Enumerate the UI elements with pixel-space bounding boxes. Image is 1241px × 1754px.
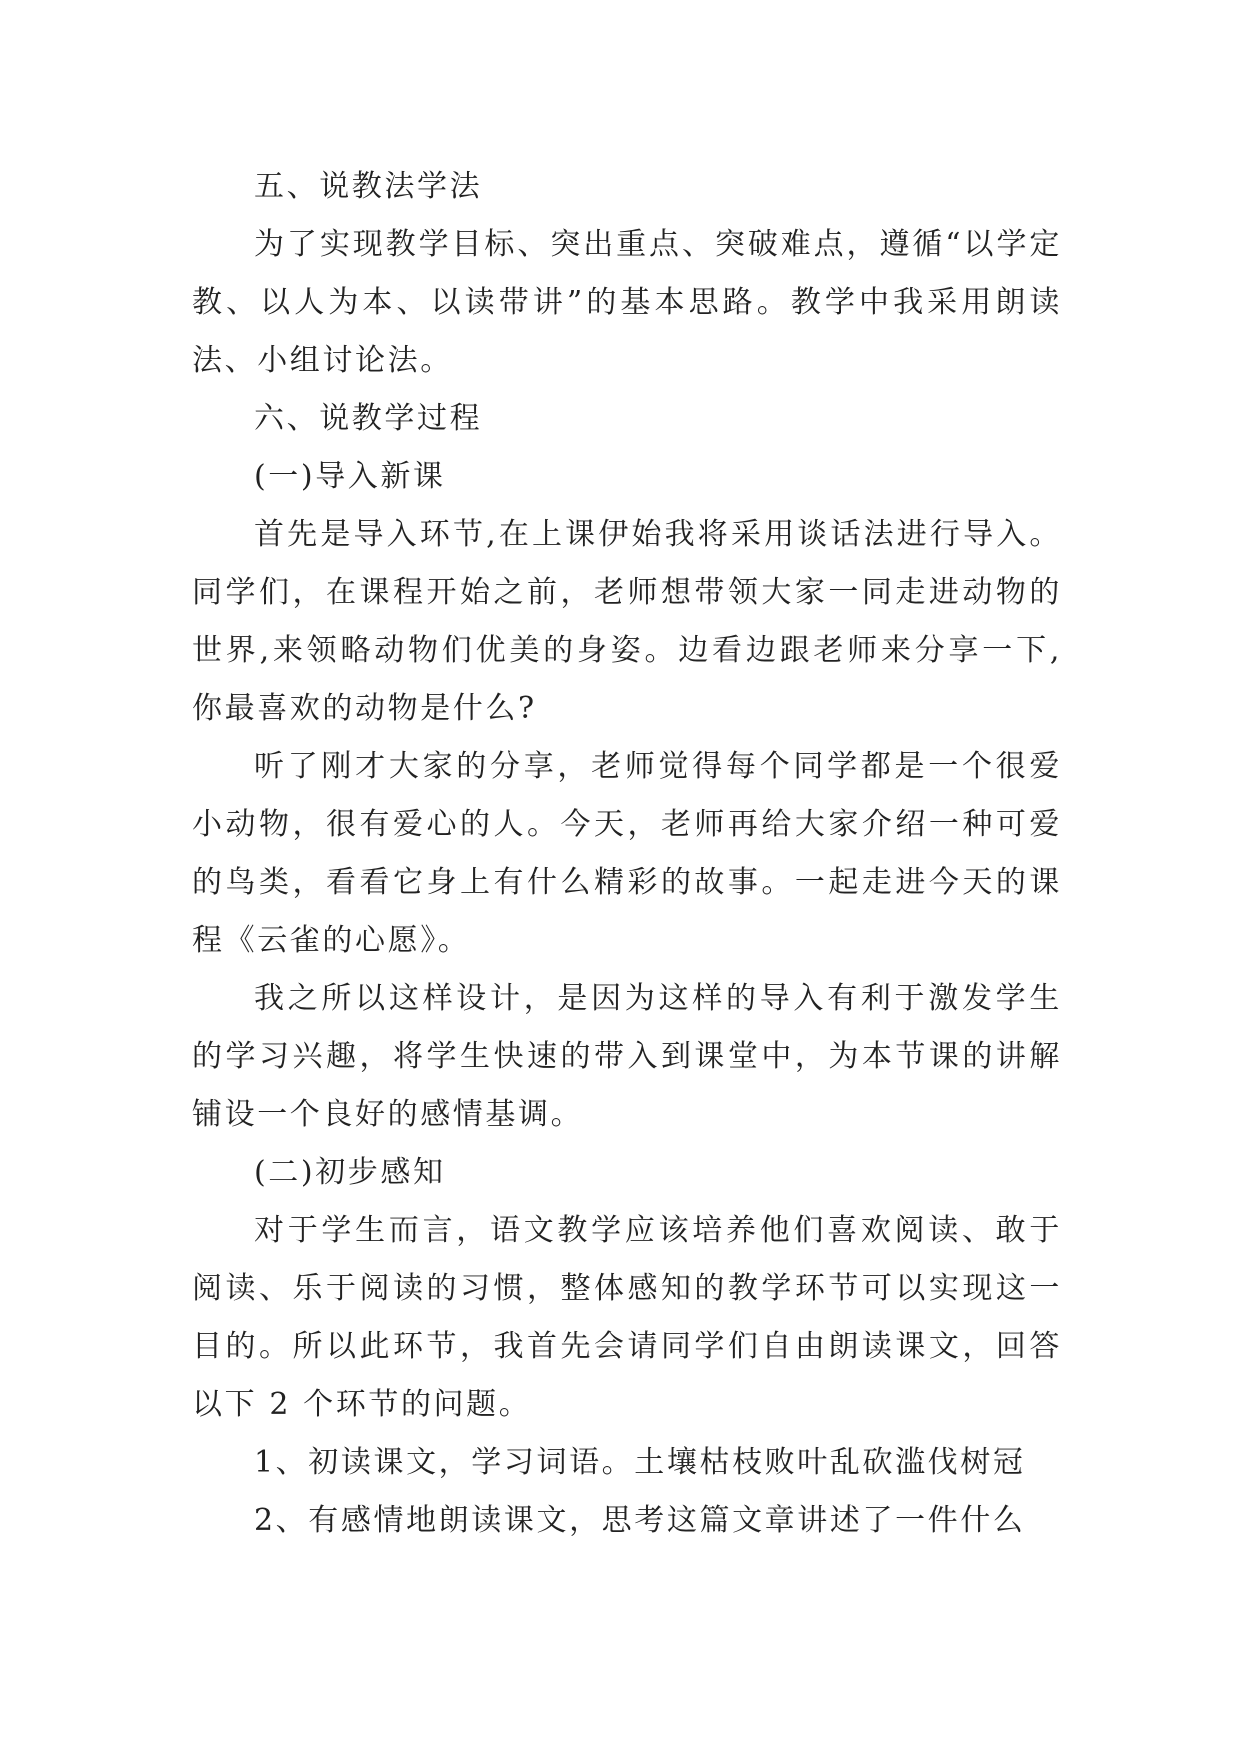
section-heading-teaching-methods: 五、说教法学法 — [254, 169, 483, 204]
section-heading-teaching-process: 六、说教学过程 — [254, 401, 483, 436]
subheading-initial-perception: (二)初步感知 — [254, 1155, 446, 1190]
paragraph-design-rationale: 我之所以这样设计，是因为这样的导入有利于激发学生的学习兴趣，将学生快速的带入到课堂中，为本节课的讲解铺设一个良好的感情基调。 — [192, 981, 1062, 1132]
paragraph-sharing: 听了刚才大家的分享，老师觉得每个同学都是一个很爱小动物，很有爱心的人。今天，老师再给大家介绍一种可爱的鸟类，看看它身上有什么精彩的故事。一起走进今天的课程《云雀的心愿》。 — [192, 749, 1062, 958]
subheading-introduction: (一)导入新课 — [254, 459, 446, 494]
paragraph-introduction: 首先是导入环节,在上课伊始我将采用谈话法进行导入。同学们，在课程开始之前，老师想带领大家一同走进动物的世界,来领略动物们优美的身姿。边看边跟老师来分享一下,你最喜欢的动物是什么? — [192, 517, 1062, 726]
document-body — [192, 158, 1062, 1550]
list-item-reading-aloud: 2、有感情地朗读课文，思考这篇文章讲述了一件什么 — [254, 1503, 1026, 1538]
list-item-vocabulary: 1、初读课文，学习词语。土壤枯枝败叶乱砍滥伐树冠 — [254, 1445, 1026, 1480]
paragraph-teaching-methods: 为了实现教学目标、突出重点、突破难点，遵循“以学定教、以人为本、以读带讲”的基本思路。教学中我采用朗读法、小组讨论法。 — [192, 227, 1062, 378]
paragraph-reading-habits: 对于学生而言，语文教学应该培养他们喜欢阅读、敢于阅读、乐于阅读的习惯，整体感知的教学环节可以实现这一目的。所以此环节，我首先会请同学们自由朗读课文，回答以下 2 个环节的问题。 — [192, 1213, 1062, 1422]
